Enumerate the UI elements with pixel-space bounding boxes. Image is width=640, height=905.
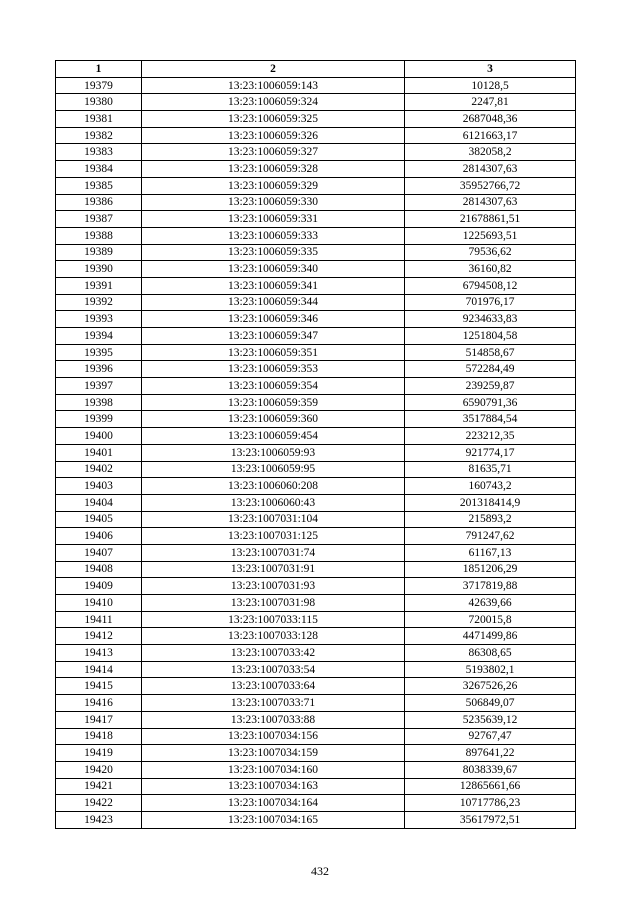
value-cell: 4471499,86 [405, 628, 576, 645]
cadastral-number-cell: 13:23:1006059:335 [142, 244, 405, 261]
row-number-cell: 19412 [56, 628, 142, 645]
cadastral-number-cell: 13:23:1006059:331 [142, 211, 405, 228]
cadastral-number-cell: 13:23:1007031:125 [142, 528, 405, 545]
row-number-cell: 19399 [56, 411, 142, 428]
table-row [56, 77, 576, 94]
row-number-cell: 19380 [56, 94, 142, 111]
table-row [56, 544, 576, 561]
table-row [56, 344, 576, 361]
value-cell: 1251804,58 [405, 328, 576, 345]
value-cell: 921774,17 [405, 444, 576, 461]
table-header [56, 61, 576, 78]
value-cell: 3717819,88 [405, 578, 576, 595]
row-number-cell: 19382 [56, 127, 142, 144]
row-number-cell: 19415 [56, 678, 142, 695]
row-number-cell: 19418 [56, 728, 142, 745]
table-row [56, 761, 576, 778]
value-cell: 2814307,63 [405, 194, 576, 211]
row-number-cell: 19388 [56, 227, 142, 244]
cadastral-number-cell: 13:23:1006059:353 [142, 361, 405, 378]
cadastral-number-cell: 13:23:1006059:454 [142, 428, 405, 445]
value-cell: 8038339,67 [405, 761, 576, 778]
table-row [56, 595, 576, 612]
table-row [56, 611, 576, 628]
value-cell: 201318414,9 [405, 494, 576, 511]
row-number-cell: 19408 [56, 561, 142, 578]
value-cell: 21678861,51 [405, 211, 576, 228]
cadastral-number-cell: 13:23:1006059:344 [142, 294, 405, 311]
cadastral-number-cell: 13:23:1007034:163 [142, 778, 405, 795]
table-row [56, 261, 576, 278]
table-row [56, 795, 576, 812]
cadastral-number-cell: 13:23:1006059:359 [142, 394, 405, 411]
cadastral-number-cell: 13:23:1006059:329 [142, 177, 405, 194]
value-cell: 572284,49 [405, 361, 576, 378]
row-number-cell: 19405 [56, 511, 142, 528]
value-cell: 223212,35 [405, 428, 576, 445]
cadastral-number-cell: 13:23:1007031:74 [142, 544, 405, 561]
value-cell: 35952766,72 [405, 177, 576, 194]
cadastral-number-cell: 13:23:1006059:340 [142, 261, 405, 278]
cadastral-number-cell: 13:23:1007033:71 [142, 695, 405, 712]
table-row [56, 678, 576, 695]
cadastral-number-cell: 13:23:1007031:91 [142, 561, 405, 578]
value-cell: 10717786,23 [405, 795, 576, 812]
cadastral-number-cell: 13:23:1006059:325 [142, 111, 405, 128]
header-row [56, 61, 576, 78]
cadastral-number-cell: 13:23:1006059:326 [142, 127, 405, 144]
cadastral-number-cell: 13:23:1006059:346 [142, 311, 405, 328]
cadastral-number-cell: 13:23:1007033:128 [142, 628, 405, 645]
value-cell: 5193802,1 [405, 661, 576, 678]
table-row [56, 478, 576, 495]
row-number-cell: 19407 [56, 544, 142, 561]
page-number: 432 [311, 864, 329, 878]
value-cell: 701976,17 [405, 294, 576, 311]
table-row [56, 628, 576, 645]
value-cell: 3517884,54 [405, 411, 576, 428]
table-row [56, 578, 576, 595]
value-cell: 720015,8 [405, 611, 576, 628]
value-cell: 9234633,83 [405, 311, 576, 328]
value-cell: 160743,2 [405, 478, 576, 495]
cadastral-number-cell: 13:23:1007031:98 [142, 595, 405, 612]
value-cell: 791247,62 [405, 528, 576, 545]
cadastral-number-cell: 13:23:1006059:333 [142, 227, 405, 244]
cadastral-number-cell: 13:23:1007033:54 [142, 661, 405, 678]
column-header-2: 2 [142, 61, 405, 78]
row-number-cell: 19419 [56, 745, 142, 762]
value-cell: 3267526,26 [405, 678, 576, 695]
value-cell: 5235639,12 [405, 711, 576, 728]
cadastral-number-cell: 13:23:1006059:360 [142, 411, 405, 428]
table-row [56, 211, 576, 228]
cadastral-number-cell: 13:23:1006059:327 [142, 144, 405, 161]
table-row [56, 177, 576, 194]
value-cell: 6121663,17 [405, 127, 576, 144]
cadastral-number-cell: 13:23:1006059:341 [142, 277, 405, 294]
table-row [56, 745, 576, 762]
cadastral-number-cell: 13:23:1007031:93 [142, 578, 405, 595]
value-cell: 86308,65 [405, 645, 576, 662]
table-row [56, 811, 576, 828]
table-row [56, 528, 576, 545]
table-row [56, 645, 576, 662]
cadastral-number-cell: 13:23:1007031:104 [142, 511, 405, 528]
table-row [56, 361, 576, 378]
row-number-cell: 19422 [56, 795, 142, 812]
row-number-cell: 19386 [56, 194, 142, 211]
row-number-cell: 19392 [56, 294, 142, 311]
row-number-cell: 19391 [56, 277, 142, 294]
row-number-cell: 19416 [56, 695, 142, 712]
table-row [56, 461, 576, 478]
table-row [56, 244, 576, 261]
row-number-cell: 19421 [56, 778, 142, 795]
value-cell: 897641,22 [405, 745, 576, 762]
table-row [56, 127, 576, 144]
row-number-cell: 19389 [56, 244, 142, 261]
value-cell: 61167,13 [405, 544, 576, 561]
row-number-cell: 19387 [56, 211, 142, 228]
table-row [56, 661, 576, 678]
row-number-cell: 19420 [56, 761, 142, 778]
row-number-cell: 19398 [56, 394, 142, 411]
cadastral-number-cell: 13:23:1007033:64 [142, 678, 405, 695]
row-number-cell: 19385 [56, 177, 142, 194]
cadastral-number-cell: 13:23:1006059:354 [142, 378, 405, 395]
row-number-cell: 19409 [56, 578, 142, 595]
cadastral-number-cell: 13:23:1006059:143 [142, 77, 405, 94]
value-cell: 514858,67 [405, 344, 576, 361]
table-row [56, 444, 576, 461]
row-number-cell: 19384 [56, 161, 142, 178]
row-number-cell: 19402 [56, 461, 142, 478]
table-row [56, 144, 576, 161]
table-row [56, 94, 576, 111]
cadastral-number-cell: 13:23:1007033:42 [142, 645, 405, 662]
table-row [56, 394, 576, 411]
row-number-cell: 19396 [56, 361, 142, 378]
cadastral-number-cell: 13:23:1007033:88 [142, 711, 405, 728]
row-number-cell: 19414 [56, 661, 142, 678]
table-row [56, 194, 576, 211]
table-row [56, 328, 576, 345]
cadastral-number-cell: 13:23:1007034:156 [142, 728, 405, 745]
cadastral-number-cell: 13:23:1006059:93 [142, 444, 405, 461]
cadastral-number-cell: 13:23:1006059:95 [142, 461, 405, 478]
table-row [56, 728, 576, 745]
row-number-cell: 19397 [56, 378, 142, 395]
row-number-cell: 19381 [56, 111, 142, 128]
cadastral-number-cell: 13:23:1006059:347 [142, 328, 405, 345]
cadastral-number-cell: 13:23:1007034:165 [142, 811, 405, 828]
cadastral-number-cell: 13:23:1006059:328 [142, 161, 405, 178]
row-number-cell: 19406 [56, 528, 142, 545]
table-row [56, 277, 576, 294]
value-cell: 2814307,63 [405, 161, 576, 178]
table-row [56, 227, 576, 244]
table-row [56, 778, 576, 795]
table-row [56, 695, 576, 712]
row-number-cell: 19390 [56, 261, 142, 278]
row-number-cell: 19395 [56, 344, 142, 361]
row-number-cell: 19410 [56, 595, 142, 612]
cadastral-number-cell: 13:23:1006059:324 [142, 94, 405, 111]
row-number-cell: 19379 [56, 77, 142, 94]
table-row [56, 311, 576, 328]
value-cell: 6794508,12 [405, 277, 576, 294]
cadastral-number-cell: 13:23:1006059:330 [142, 194, 405, 211]
table-row [56, 561, 576, 578]
table-row [56, 411, 576, 428]
row-number-cell: 19401 [56, 444, 142, 461]
cadastral-number-cell: 13:23:1006060:208 [142, 478, 405, 495]
table-row [56, 511, 576, 528]
row-number-cell: 19403 [56, 478, 142, 495]
row-number-cell: 19417 [56, 711, 142, 728]
table-row [56, 378, 576, 395]
row-number-cell: 19411 [56, 611, 142, 628]
value-cell: 239259,87 [405, 378, 576, 395]
row-number-cell: 19404 [56, 494, 142, 511]
cadastral-number-cell: 13:23:1007034:159 [142, 745, 405, 762]
value-cell: 92767,47 [405, 728, 576, 745]
table-body [56, 77, 576, 828]
value-cell: 1225693,51 [405, 227, 576, 244]
table-row [56, 428, 576, 445]
table-row [56, 711, 576, 728]
value-cell: 79536,62 [405, 244, 576, 261]
table-row [56, 294, 576, 311]
table-row [56, 111, 576, 128]
value-cell: 36160,82 [405, 261, 576, 278]
cadastral-number-cell: 13:23:1006059:351 [142, 344, 405, 361]
value-cell: 2247,81 [405, 94, 576, 111]
row-number-cell: 19394 [56, 328, 142, 345]
value-cell: 2687048,36 [405, 111, 576, 128]
value-cell: 215893,2 [405, 511, 576, 528]
value-cell: 42639,66 [405, 595, 576, 612]
value-cell: 10128,5 [405, 77, 576, 94]
value-cell: 382058,2 [405, 144, 576, 161]
value-cell: 35617972,51 [405, 811, 576, 828]
column-header-1: 1 [56, 61, 142, 78]
value-cell: 506849,07 [405, 695, 576, 712]
row-number-cell: 19423 [56, 811, 142, 828]
value-cell: 1851206,29 [405, 561, 576, 578]
cadastral-number-cell: 13:23:1007034:160 [142, 761, 405, 778]
value-cell: 81635,71 [405, 461, 576, 478]
table-row [56, 494, 576, 511]
table-row [56, 161, 576, 178]
registry-table [55, 60, 576, 829]
row-number-cell: 19393 [56, 311, 142, 328]
row-number-cell: 19383 [56, 144, 142, 161]
row-number-cell: 19400 [56, 428, 142, 445]
row-number-cell: 19413 [56, 645, 142, 662]
cadastral-number-cell: 13:23:1007033:115 [142, 611, 405, 628]
cadastral-number-cell: 13:23:1007034:164 [142, 795, 405, 812]
column-header-3: 3 [405, 61, 576, 78]
cadastral-number-cell: 13:23:1006060:43 [142, 494, 405, 511]
value-cell: 12865661,66 [405, 778, 576, 795]
value-cell: 6590791,36 [405, 394, 576, 411]
